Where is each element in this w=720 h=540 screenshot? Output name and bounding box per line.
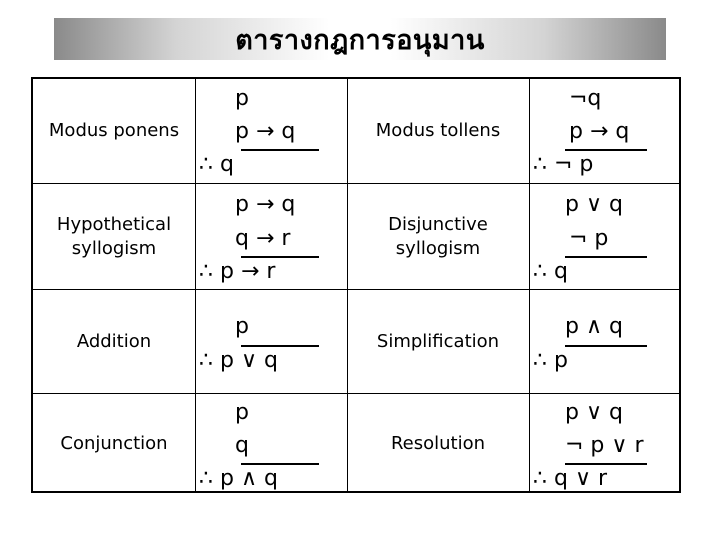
rule-argument bbox=[529, 184, 683, 289]
rule-name: Conjunction bbox=[60, 432, 168, 454]
premise: p → q bbox=[235, 119, 296, 144]
table-row bbox=[33, 393, 679, 493]
premise: p bbox=[235, 86, 249, 111]
rule-name-cell bbox=[33, 394, 195, 493]
rule-name-cell bbox=[347, 394, 529, 493]
conclusion-line bbox=[565, 345, 647, 347]
premise: p ∧ q bbox=[565, 314, 624, 339]
rule-name: Disjunctive syllogism bbox=[388, 213, 488, 259]
rule-name: Resolution bbox=[390, 432, 486, 454]
premise: p → q bbox=[569, 119, 630, 144]
rule-name: Modus tollens bbox=[375, 120, 501, 141]
conclusion-line bbox=[565, 149, 647, 151]
premise: p → q bbox=[235, 192, 296, 217]
premise: ¬q bbox=[569, 86, 602, 111]
rule-name-cell bbox=[347, 79, 529, 183]
conclusion: ∴ q bbox=[199, 152, 234, 177]
page-title: ตารางกฎการอนุมาน bbox=[235, 24, 485, 56]
conclusion: ∴ p ∨ q bbox=[199, 348, 279, 373]
conclusion: ∴ ¬ p bbox=[533, 152, 594, 177]
conclusion: ∴ p bbox=[533, 348, 568, 373]
rule-name-cell bbox=[33, 290, 195, 393]
premise: p bbox=[235, 314, 249, 339]
rule-name-cell bbox=[347, 290, 529, 393]
table-row bbox=[33, 289, 679, 393]
conclusion-line bbox=[241, 463, 319, 465]
rule-name: Simplification bbox=[376, 330, 500, 352]
inference-rules-table bbox=[31, 77, 681, 493]
conclusion: ∴ p ∧ q bbox=[199, 466, 279, 491]
conclusion-line bbox=[565, 463, 647, 465]
rule-argument bbox=[529, 79, 683, 183]
conclusion-line bbox=[565, 256, 647, 258]
premise: ¬ p ∨ r bbox=[565, 433, 644, 458]
premise: p bbox=[235, 400, 249, 425]
conclusion: ∴ q ∨ r bbox=[533, 466, 608, 491]
rule-argument bbox=[195, 79, 347, 183]
premise: ¬ p bbox=[569, 226, 609, 251]
conclusion-line bbox=[241, 345, 319, 347]
conclusion-line bbox=[241, 149, 319, 151]
conclusion-line bbox=[241, 256, 319, 258]
premise: q bbox=[235, 433, 249, 458]
table-row bbox=[33, 79, 679, 183]
conclusion: ∴ q bbox=[533, 259, 568, 284]
premise: q → r bbox=[235, 226, 291, 251]
rule-argument bbox=[529, 394, 683, 493]
rule-name-cell bbox=[347, 184, 529, 289]
rule-argument bbox=[195, 394, 347, 493]
rule-name: Addition bbox=[76, 330, 152, 352]
conclusion: ∴ p → r bbox=[199, 259, 276, 284]
premise: p ∨ q bbox=[565, 192, 624, 217]
rule-argument bbox=[529, 290, 683, 393]
rule-argument bbox=[195, 290, 347, 393]
rule-name: Hypothetical syllogism bbox=[56, 213, 172, 259]
rule-name-cell bbox=[33, 184, 195, 289]
rule-name-cell bbox=[33, 79, 195, 183]
table-row bbox=[33, 183, 679, 289]
rule-argument bbox=[195, 184, 347, 289]
rule-name: Modus ponens bbox=[48, 120, 180, 141]
premise: p ∨ q bbox=[565, 400, 624, 425]
title-bar bbox=[54, 18, 666, 60]
